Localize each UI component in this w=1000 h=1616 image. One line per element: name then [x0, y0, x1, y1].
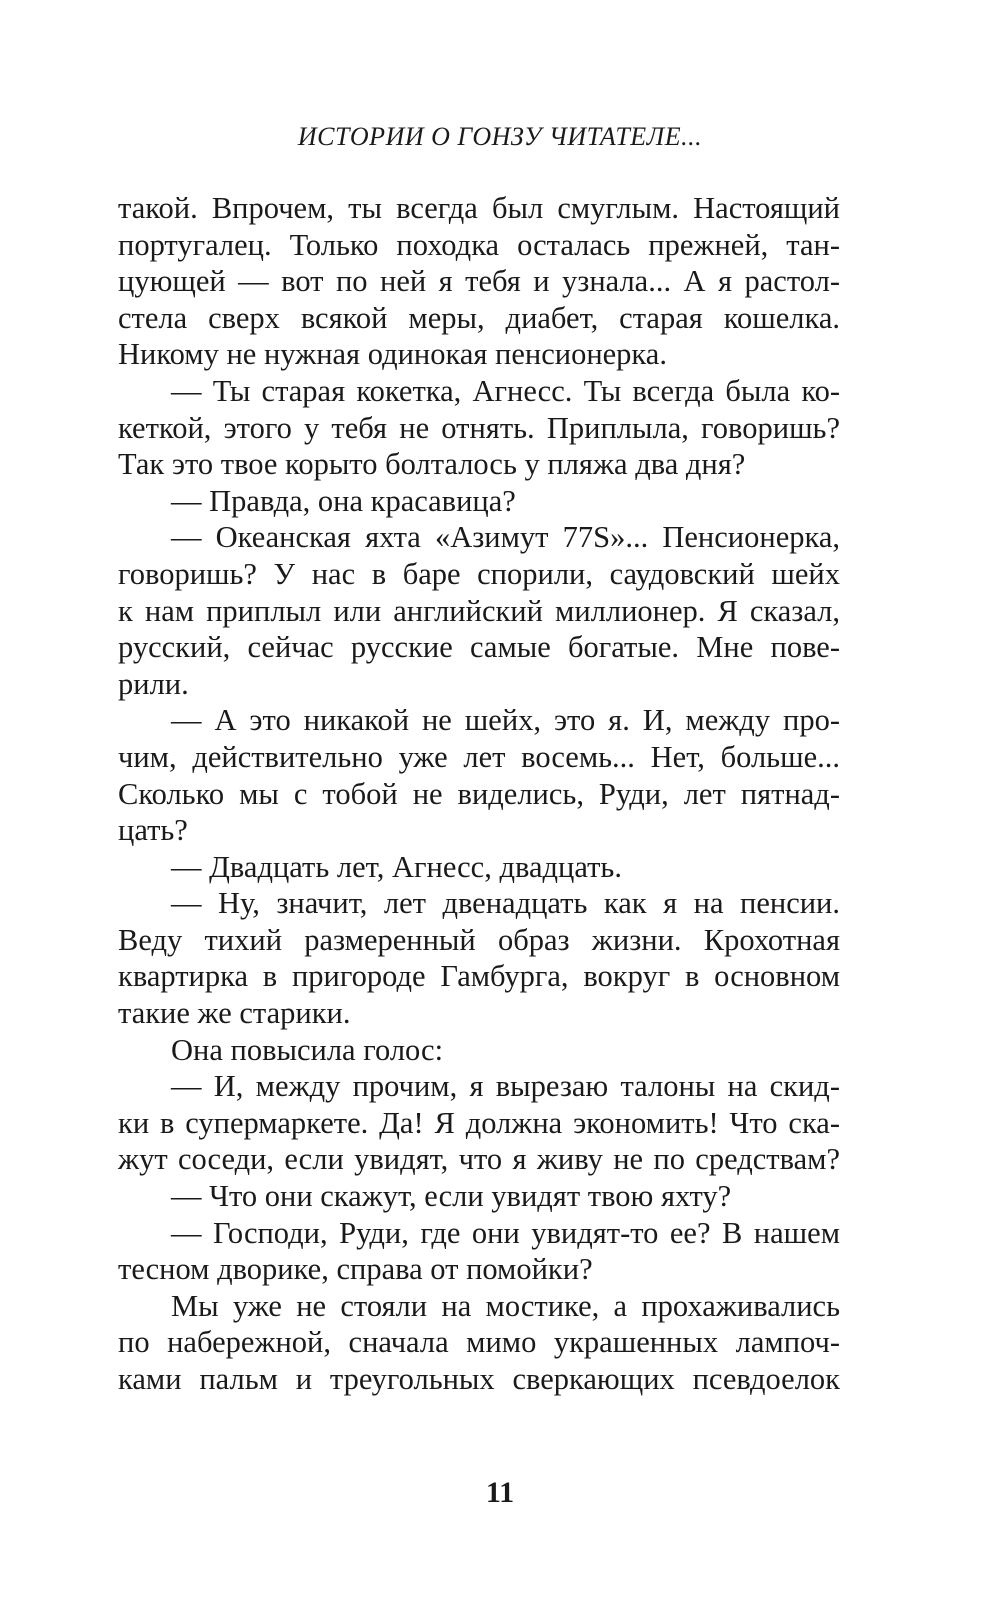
text-line: квартирка в пригороде Гамбурга, вокруг в основном [118, 959, 840, 994]
text-line: — Ну, значит, лет двенадцать как я на пенсии. [171, 886, 840, 921]
text-line: Так это твое корыто болталось у пляжа два дня? [118, 447, 746, 482]
text-line: к нам приплыл или английский миллионер. Я сказал, [118, 593, 840, 628]
text-line: Она повысила голос: [171, 1032, 444, 1067]
text-line: такие же старики. [118, 996, 351, 1031]
text-line: стела сверх всякой меры, диабет, старая кошелка. [118, 300, 840, 335]
text-line: такой. Впрочем, ты всегда был смуглым. Настоящий [118, 191, 840, 225]
body-text [118, 190, 840, 1398]
text-line: кеткой, этого у тебя не отнять. Приплыла, говоришь? [118, 410, 840, 445]
running-title: ИСТОРИИ О ГОНЗУ ЧИТАТЕЛЕ... [297, 122, 703, 151]
text-line: ками пальм и треугольных сверкающих псевдоелок [118, 1362, 840, 1396]
text-line: цующей — вот по ней я тебя и узнала... А я растол- [118, 264, 840, 299]
page-number: 11 [485, 1476, 515, 1509]
text-line: цать? [118, 813, 188, 848]
text-line: португалец. Только походка осталась прежней, тан- [118, 227, 840, 262]
text-line: тесном дворике, справа от помойки? [118, 1252, 593, 1287]
text-line: Никому не нужная одинокая пенсионерка. [118, 337, 667, 372]
text-line: Сколько мы с тобой не виделись, Руди, лет пятнад- [118, 776, 840, 811]
text-line: — Двадцать лет, Агнесс, двадцать. [171, 849, 622, 884]
text-line: говоришь? У нас в баре спорили, саудовский шейх [118, 556, 840, 591]
text-line: — Океанская яхта «Азимут 77S»... Пенсионерка, [171, 520, 840, 555]
text-line: — А это никакой не шейх, это я. И, между про- [171, 703, 840, 738]
text-line: — Ты старая кокетка, Агнесс. Ты всегда была ко- [171, 373, 840, 408]
text-line: — Правда, она красавица? [171, 483, 516, 518]
text-line: чим, действительно уже лет восемь... Нет, больше... [118, 739, 840, 774]
text-line: рили. [118, 666, 189, 701]
text-line: — И, между прочим, я вырезаю талоны на скид- [171, 1069, 840, 1104]
text-line: — Господи, Руди, где они увидят-то ее? В нашем [171, 1215, 840, 1250]
text-line: ки в супермаркете. Да! Я должна экономить! Что ска- [118, 1105, 840, 1140]
text-line: жут соседи, если увидят, что я живу не по средствам? [118, 1142, 840, 1177]
text-line: Мы уже не стояли на мостике, а прохаживались [171, 1288, 840, 1323]
text-line: по набережной, сначала мимо украшенных лампоч- [118, 1325, 840, 1360]
text-line: русский, сейчас русские самые богатые. Мне пове- [118, 630, 840, 665]
text-line: — Что они скажут, если увидят твою яхту? [171, 1179, 732, 1214]
text-line: Веду тихий размеренный образ жизни. Крохотная [118, 922, 840, 957]
